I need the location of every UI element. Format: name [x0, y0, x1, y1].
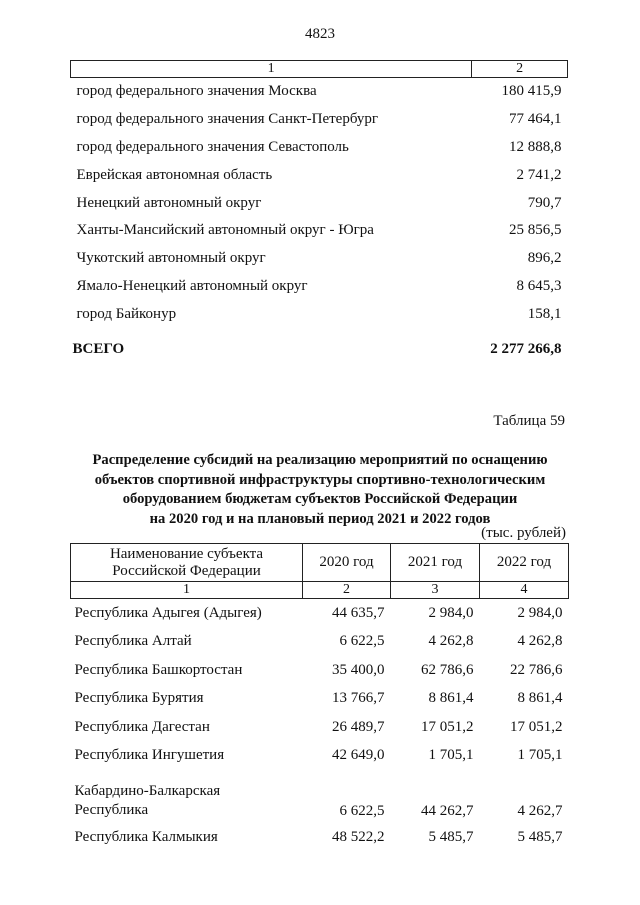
table-row: [71, 273, 568, 301]
value-2021: 1 705,1: [428, 747, 474, 764]
value-2021: 44 262,7: [421, 803, 474, 819]
col-number-3: 3: [391, 582, 480, 599]
column-number-row: [71, 61, 568, 78]
col-number-2: 2: [303, 582, 391, 599]
region-name: Республика Башкортостан: [74, 661, 243, 678]
table-row: [71, 134, 568, 162]
value-2021: 17 051,2: [421, 718, 474, 735]
title-line: оборудованием бюджетам субъектов Российской Федерации: [122, 491, 518, 507]
region-name: Республика Ингушетия: [74, 747, 225, 764]
table-row: [71, 300, 568, 328]
header-2020: 2020 год: [303, 544, 391, 582]
region-value: 25 856,5: [509, 222, 562, 239]
region-value: 158,1: [527, 305, 562, 322]
col-number-4: 4: [480, 582, 569, 599]
region-value: 896,2: [527, 250, 562, 267]
header-row: [71, 544, 569, 582]
value-2020: 6 622,5: [339, 803, 385, 819]
table-row: [71, 599, 569, 628]
table-row: [71, 742, 569, 771]
table-label: Таблица 59: [493, 413, 565, 429]
total-value: 2 277 266,8: [490, 341, 562, 358]
value-2021: 2 984,0: [428, 604, 474, 621]
table-title: [70, 451, 570, 529]
value-2021: 8 861,4: [428, 690, 474, 707]
subsidy-table: [70, 543, 569, 852]
region-name: город Байконур: [76, 305, 177, 322]
table-row: [71, 713, 569, 742]
region-name: Республика Дагестан: [74, 718, 210, 735]
title-line: Распределение субсидий на реализацию мероприятий по оснащению: [92, 452, 548, 468]
value-2020: 6 622,5: [339, 633, 385, 650]
table-row: [71, 78, 568, 106]
region-value: 8 645,3: [516, 277, 562, 294]
table-row: [71, 685, 569, 714]
value-2022: 17 051,2: [510, 718, 563, 735]
table-row: [71, 245, 568, 273]
region-name: Чукотский автономный округ: [76, 250, 266, 267]
title-line: на 2020 год и на плановый период 2021 и 2022 годов: [149, 510, 491, 527]
table-row: [71, 823, 569, 852]
region-name: Республика Калмыкия: [74, 828, 218, 845]
region-name: Ненецкий автономный округ: [76, 194, 262, 211]
total-row: [71, 328, 568, 358]
region-value: 180 415,9: [501, 83, 562, 100]
unit-label: (тыс. рублей): [481, 525, 566, 541]
total-label: ВСЕГО: [72, 341, 125, 358]
region-name: город федерального значения Севастополь: [76, 138, 349, 155]
value-2020: 44 635,7: [332, 604, 385, 621]
value-2022: 5 485,7: [517, 828, 563, 845]
region-value: 12 888,8: [509, 138, 562, 155]
value-2021: 4 262,8: [428, 633, 474, 650]
value-2022: 4 262,8: [517, 633, 563, 650]
value-2020: 48 522,2: [332, 828, 385, 845]
region-value: 790,7: [527, 194, 562, 211]
value-2021: 5 485,7: [428, 828, 474, 845]
region-name: Кабардино-Балкарская Республика: [74, 783, 221, 818]
value-2020: 13 766,7: [332, 690, 385, 707]
header-2022: 2022 год: [480, 544, 569, 582]
value-2020: 42 649,0: [332, 747, 385, 764]
value-2022: 8 861,4: [517, 690, 563, 707]
value-2021: 62 786,6: [421, 661, 474, 678]
value-2022: 1 705,1: [517, 747, 563, 764]
col-number-1: 1: [71, 61, 472, 78]
region-name: город федерального значения Москва: [76, 83, 317, 100]
value-2022: 22 786,6: [510, 661, 563, 678]
region-value: 77 464,1: [509, 111, 562, 128]
table-row: [71, 628, 569, 657]
header-region: Наименование субъекта Российской Федерации: [71, 544, 303, 582]
header-2021: 2021 год: [391, 544, 480, 582]
value-2020: 35 400,0: [332, 661, 385, 678]
region-name: Ямало-Ненецкий автономный округ: [76, 277, 308, 294]
title-line: объектов спортивной инфраструктуры спортивно-технологическим: [94, 471, 546, 488]
region-name: Республика Бурятия: [74, 690, 204, 707]
col-number-1: 1: [71, 582, 303, 599]
table-row: [71, 217, 568, 245]
table-row: [71, 189, 568, 217]
column-number-row: [71, 582, 569, 599]
value-2022: 4 262,7: [517, 803, 563, 819]
table-row: [71, 106, 568, 134]
col-number-2: 2: [472, 61, 568, 78]
table-row: [71, 656, 569, 685]
value-2020: 26 489,7: [332, 718, 385, 735]
region-name: Еврейская автономная область: [76, 166, 273, 183]
region-name: Республика Алтай: [74, 633, 192, 650]
region-name: Республика Адыгея (Адыгея): [74, 604, 262, 621]
subsidy-table-continued: [70, 60, 568, 358]
region-name: Ханты-Мансийский автономный округ - Югра: [76, 222, 374, 239]
region-name: город федерального значения Санкт-Петербург: [76, 111, 379, 128]
table-row: [71, 161, 568, 189]
region-value: 2 741,2: [516, 166, 562, 183]
page-number: 4823: [305, 26, 335, 42]
value-2022: 2 984,0: [517, 604, 563, 621]
table-row: [71, 770, 569, 823]
